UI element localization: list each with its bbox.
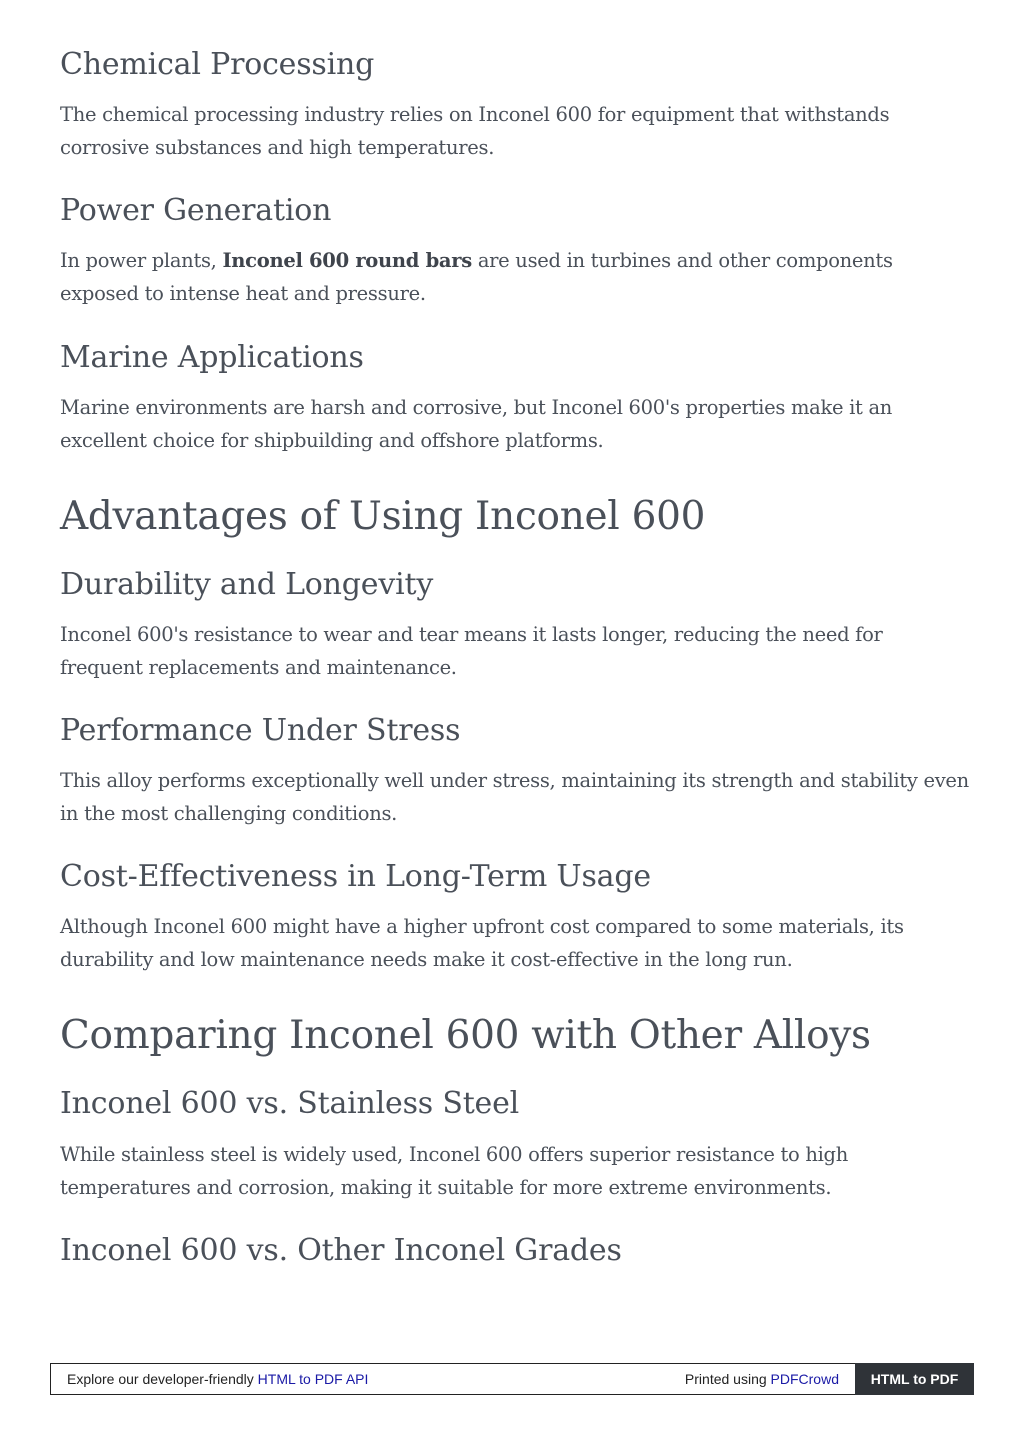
performance-heading: Performance Under Stress [60,713,461,748]
chemical-processing-heading: Chemical Processing [60,47,375,82]
power-generation-paragraph [60,244,970,310]
marine-applications-heading: Marine Applications [60,340,364,375]
power-text-after: are used in turbines and other components exposed to intense heat and pressure. [60,249,893,305]
comparing-heading: Comparing Inconel 600 with Other Alloys [60,1013,871,1058]
footer-printed [685,1371,839,1387]
cost-effectiveness-heading: Cost-Effectiveness in Long-Term Usage [60,859,651,894]
durability-heading: Durability and Longevity [60,567,434,602]
html-to-pdf-api-link[interactable]: HTML to PDF API [257,1371,369,1387]
performance-paragraph: This alloy performs exceptionally well under stress, maintaining its strength and stability even in the most challenging conditions. [60,769,969,825]
footer-explore [67,1371,368,1387]
footer-printed-text: Printed using [684,1371,771,1387]
power-generation-heading: Power Generation [60,193,332,228]
durability-paragraph: Inconel 600's resistance to wear and tear means it lasts longer, reducing the need for frequent replacements and maintenance. [60,623,883,679]
stainless-steel-heading: Inconel 600 vs. Stainless Steel [60,1086,520,1121]
power-text-bold: Inconel 600 round bars [222,249,472,272]
pdfcrowd-link[interactable]: PDFCrowd [770,1371,839,1387]
pdfcrowd-footer-banner [50,1363,974,1395]
marine-applications-paragraph: Marine environments are harsh and corrosive, but Inconel 600's properties make it an excellent choice for shipbuilding and offshore platforms. [60,396,893,452]
other-grades-heading: Inconel 600 vs. Other Inconel Grades [60,1233,622,1268]
stainless-steel-paragraph: While stainless steel is widely used, Inconel 600 offers superior resistance to high temperatures and corrosion, making it suitable for more extreme environments. [60,1143,848,1199]
cost-effectiveness-paragraph: Although Inconel 600 might have a higher upfront cost compared to some materials, its durability and low maintenance needs make it cost-effective in the long run. [60,915,904,971]
power-text-before: In power plants, [60,249,223,272]
chemical-processing-paragraph: The chemical processing industry relies on Inconel 600 for equipment that withstands corrosive substances and high temperatures. [60,103,890,159]
html-to-pdf-button[interactable]: HTML to PDF [855,1363,974,1395]
footer-explore-text: Explore our developer-friendly [67,1371,258,1387]
advantages-heading: Advantages of Using Inconel 600 [60,494,706,539]
